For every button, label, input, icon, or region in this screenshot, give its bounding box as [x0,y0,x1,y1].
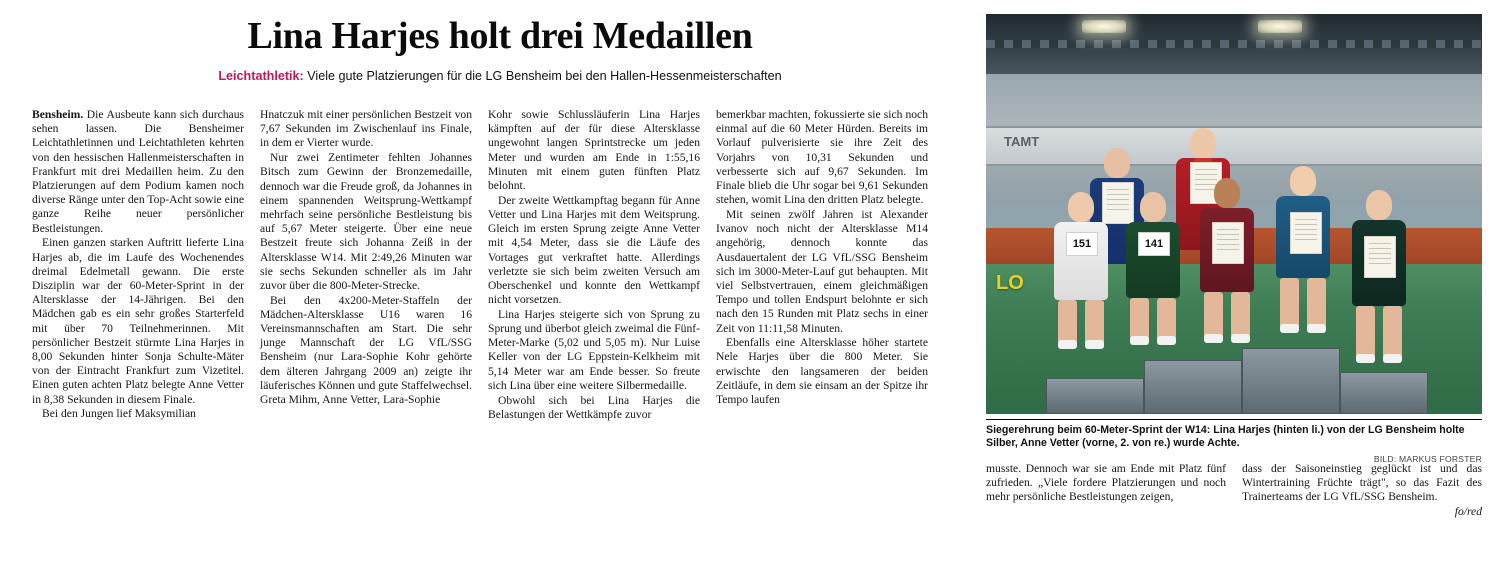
shoe [1356,354,1375,363]
paragraph: Hnatczuk mit einer persönlichen Bestzeit von 7,67 Sekunden im Zwischenlauf ins Finale, in dem er Vierter wurde. [260,108,472,150]
leg [1307,278,1326,328]
paragraph: Nur zwei Zentimeter fehlten Johannes Bitsch zum Gewinn der Bronzemedaille, dennoch war die Freude groß, da Johannes in einem spannenden Weitsprung-Wettkampf mehrfach seine persönliche Bestleistung bis auf 5,67 Meter steigerte. Über eine neue Bestzeit freute sich Johanna Zeiß in der Altersklasse W14. Mit 2:49,26 Minuten war sie sechs Sekunden schneller als im Jahr zuvor über die 800-Meter-Strecke. [260,151,472,292]
athlete-head [1140,192,1166,222]
article-bottom-columns [986,462,1482,519]
kicker-label: Leichtathletik: [218,69,304,83]
podium-step [1144,360,1242,414]
leg [1058,300,1077,344]
photo-credit: BILD: MARKUS FORSTER [1373,453,1482,464]
subheadline-text: Viele gute Platzierungen für die LG Bensheim bei den Hallen-Hessenmeisterschaften [307,69,782,83]
athlete-head [1214,178,1240,208]
hall-banner [986,126,1482,166]
leg [1280,278,1299,328]
paragraph: Bei den 4x200-Meter-Staffeln der Mädchen-Altersklasse U16 waren 16 Vereinsmannschaften am Start. Die sehr junge Mannschaft der LG VfL/SSG Bensheim (nur Lara-Sophie Kohr gehörte dem älteren Jahrgang 2009 an) zeigte ihr läuferisches Können und gute Staffelwechsel. Greta Mihm, Anne Vetter, Lara-Sophie [260,293,472,407]
article-signature: fo/red [1454,504,1482,518]
shoe [1383,354,1402,363]
paragraph: musste. Dennoch war sie am Ende mit Platz fünf zufrieden. „Viele fordere Platzierungen und noch mehr persönliche Bestleistungen zeigen, [986,462,1226,504]
shoe [1231,334,1250,343]
athlete-legs [1204,292,1250,338]
shoe [1085,340,1104,349]
subheadline [30,68,970,84]
leg [1231,292,1250,338]
dateline: Bensheim. [32,108,84,121]
athlete-hair [1186,123,1220,157]
athlete-hair [1210,173,1244,207]
paragraph: dass der Saisoneinstieg geglückt ist und das Wintertraining Früchte trägt", so das Fazit des Trainerteams der LG VfL/SSG Bensheim. [1242,462,1482,504]
athlete-head [1290,166,1316,196]
paragraph: Bei den Jungen lief Maksymilian [42,407,196,421]
certificate [1212,222,1244,264]
athlete-front-2 [1126,192,1180,340]
shoe [1204,334,1223,343]
athlete-hair [1100,143,1134,177]
bib-number: 141 [1138,232,1170,256]
award-ceremony-photo [986,14,1482,414]
hall-sign-text: TAMT [1004,134,1040,149]
leg [1383,306,1402,358]
athlete-head [1190,128,1216,158]
athlete-front-1 [1054,192,1108,344]
podium-step [1046,378,1144,414]
athlete-hair [1064,187,1098,221]
article-column-6 [1242,462,1482,519]
leg [1130,298,1149,340]
paragraph: Mit seinen zwölf Jahren ist Alexander Ivanov noch nicht der Altersklasse M14 angehörig, dennoch konnte das Ausdauertalent der LG VfL/SSG Bensheim sich im 3000-Meter-Lauf gut behaupten. Mit viel Selbstvertrauen, einem gleichmäßigen Tempo und tollen Endspurt belohnte er sich nach den 15 Runden mit Platz sechs in einer Zeit von 11:11,58 Minuten. [716,207,928,335]
athlete-head [1104,148,1130,178]
shoe [1130,336,1149,345]
athlete-front-4 [1276,166,1330,328]
athlete-legs [1356,306,1402,358]
athlete-legs [1280,278,1326,328]
leg [1204,292,1223,338]
paragraph: Einen ganzen starken Auftritt lieferte Lina Harjes ab, die im Laufe des Wochenendes dreimal Edelmetall gewann. Die erste Disziplin war der 60-Meter-Sprint in der Altersklasse der 14-Jährigen. Bei den Mädchen gab es ein sehr großes Starterfeld mit über 70 Teilnehmerinnen. Mit persönlicher Bestzeit stürmte Lina Harjes in 8,00 Sekunden hinter Sonja Schulte-Mäter von der Eintracht Frankfurt zum Vizetitel. Einen guten achten Platz belegte Anne Vetter in 8,38 Sekunden in diesem Finale. [32,236,244,406]
certificate [1290,212,1322,254]
photo-block [986,14,1482,464]
paragraph: Ebenfalls eine Altersklasse höher startete Nele Harjes über die 800 Meter. Sie erwischte den langsameren der beiden Zeitläufe, in dem sie einsam an der Spitze ihr Tempo laufen [716,336,928,407]
athlete-legs [1058,300,1104,344]
paragraph: bemerkbar machten, fokussierte sie sich noch einmal auf die 60 Meter Hürden. Bereits im Vorlauf pulverisierte sie ihre Zeit des Vorjahrs von 10,31 Sekunden und verbesserte sich auf 9,67 Sekunden. Im Finale blieb die Uhr sogar bei 9,61 Sekunden stehen, womit Lina den dritten Platz belegte. [716,108,928,207]
hall-roof [986,14,1482,78]
certificate [1364,236,1396,278]
paragraph-text: Die Ausbeute kann sich durchaus sehen lassen. Die Bensheimer Leichtathletinnen und Leichtathleten kehrten von den hessischen Hallenmeisterschaften in Frankfurt mit drei Medaillen heim. Zu den Platzierungen auf dem Podium kamen noch diverse Ränge unter den Top-Acht sowie eine ganze Reihe neuer persönlicher Bestleistungen. [32,108,245,235]
page-title: Lina Harjes holt drei Medaillen [247,15,753,57]
athlete-hair [1286,161,1320,195]
shoe [1307,324,1326,333]
shoe [1280,324,1299,333]
paragraph [32,108,244,236]
paragraph: Der zweite Wettkampftag begann für Anne Vetter und Lina Harjes mit dem Weitsprung. Gleich im ersten Sprung zeigte Anne Vetter mit 4,54 Meter, dass sie die Läufe des Vortages gut verkraftet hatte. Allerdings verletzte sie sich beim zweiten Versuch am Oberschenkel und konnte den Wettkampf nicht vorsetzen. [488,193,700,307]
athlete-legs [1130,298,1176,340]
paragraph: Kohr sowie Schlussläuferin Lina Harjes kämpften auf der für diese Altersklasse ungewohnt langen Sprintstrecke um jeden Meter und wurden am Ende in 1:55,16 Minuten mit einem guten fünften Platz belohnt. [488,108,700,193]
bib-number: 151 [1066,232,1098,256]
article-column-2 [260,108,472,560]
leg [1157,298,1176,340]
athlete-head [1366,190,1392,220]
paragraph: Obwohl sich bei Lina Harjes die Belastungen der Wettkämpfe zuvor [488,393,700,421]
leg [1356,306,1375,358]
photo-caption: Siegerehrung beim 60-Meter-Sprint der W14: Lina Harjes (hinten li.) von der LG Bensheim holte Silber, Anne Vetter (vorne, 2. von re.) wurde Achte. [986,419,1482,451]
paragraph: Lina Harjes steigerte sich von Sprung zu Sprung und überbot gleich zweimal die Fünf-Meter-Marke (5,02 und 5,05 m). Nur Luise Keller von der LG Eppstein-Kelkheim mit 5,14 Meter war am Ende besser. So freute sich Lina über eine weitere Silbermedaille. [488,307,700,392]
article-columns [32,108,972,560]
athlete-front-3 [1200,178,1254,338]
hall-lamp-icon [1082,20,1126,33]
athlete-hair [1136,187,1170,221]
sponsor-logo: LO [996,272,1024,294]
athlete-front-5 [1352,190,1406,358]
podium-step [1242,348,1340,414]
shoe [1058,340,1077,349]
hall-lamp-icon [1258,20,1302,33]
athlete-hair [1362,185,1396,219]
leg [1085,300,1104,344]
athlete-head [1068,192,1094,222]
article-column-4 [716,108,928,560]
shoe [1157,336,1176,345]
article-column-5 [986,462,1226,519]
podium-step [1340,372,1428,414]
headline-area [30,14,970,84]
article-column-1 [32,108,244,560]
article-column-3 [488,108,700,560]
